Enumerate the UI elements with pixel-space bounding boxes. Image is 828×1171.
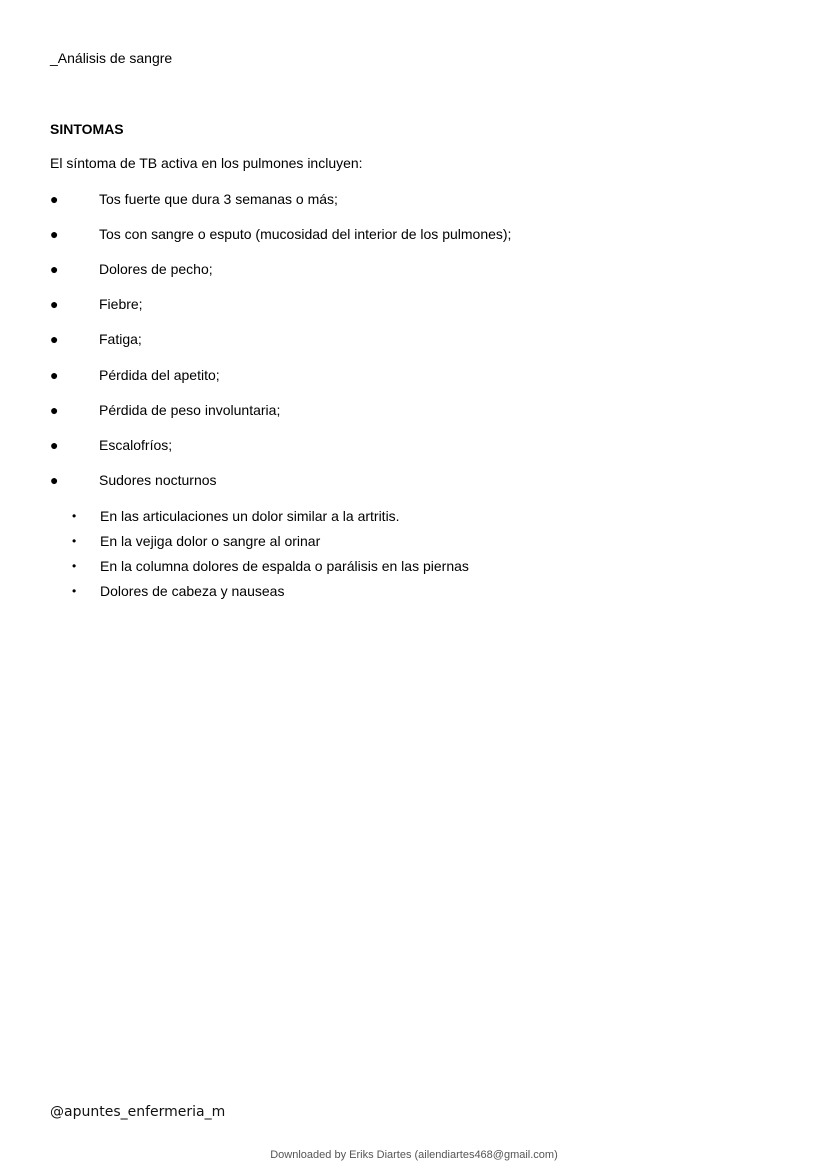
- list-item-text: Fiebre;: [99, 296, 143, 312]
- list-item-text: Tos con sangre o esputo (mucosidad del interior de los pulmones);: [99, 226, 512, 242]
- list-item-text: Tos fuerte que dura 3 semanas o más;: [99, 191, 338, 207]
- bullet-icon: ●: [50, 437, 59, 453]
- download-footer: Downloaded by Eriks Diartes (ailendiartes468@gmail.com): [270, 1149, 558, 1161]
- list-item-text: Fatiga;: [99, 331, 142, 347]
- section-heading: SINTOMAS: [50, 121, 124, 137]
- list-item-text: Escalofríos;: [99, 437, 173, 453]
- bullet-icon: •: [72, 584, 77, 598]
- list-item-text: Pérdida de peso involuntaria;: [99, 402, 281, 418]
- sub-list-item-text: En la columna dolores de espalda o parálisis en las piernas: [100, 558, 469, 574]
- sub-list-item-text: En la vejiga dolor o sangre al orinar: [100, 533, 321, 549]
- list-item-text: Sudores nocturnos: [99, 472, 217, 488]
- list-item-text: Pérdida del apetito;: [99, 367, 220, 383]
- top-line: _Análisis de sangre: [50, 50, 173, 66]
- bullet-icon: ●: [50, 296, 59, 312]
- bullet-icon: ●: [50, 472, 59, 488]
- bullet-icon: ●: [50, 191, 59, 207]
- bullet-icon: ●: [50, 226, 59, 242]
- bullet-icon: ●: [50, 367, 59, 383]
- bullet-icon: ●: [50, 261, 59, 277]
- bullet-icon: •: [72, 534, 77, 548]
- intro-paragraph: El síntoma de TB activa en los pulmones incluyen:: [50, 155, 363, 171]
- sub-list-item-text: En las articulaciones un dolor similar a la artritis.: [100, 508, 400, 524]
- author-handle: @apuntes_enfermeria_m: [50, 1104, 226, 1120]
- bullet-icon: ●: [50, 402, 59, 418]
- list-item-text: Dolores de pecho;: [99, 261, 213, 277]
- sub-list-item-text: Dolores de cabeza y nauseas: [100, 583, 285, 599]
- bullet-icon: •: [72, 559, 77, 573]
- bullet-icon: ●: [50, 331, 59, 347]
- bullet-icon: •: [72, 509, 77, 523]
